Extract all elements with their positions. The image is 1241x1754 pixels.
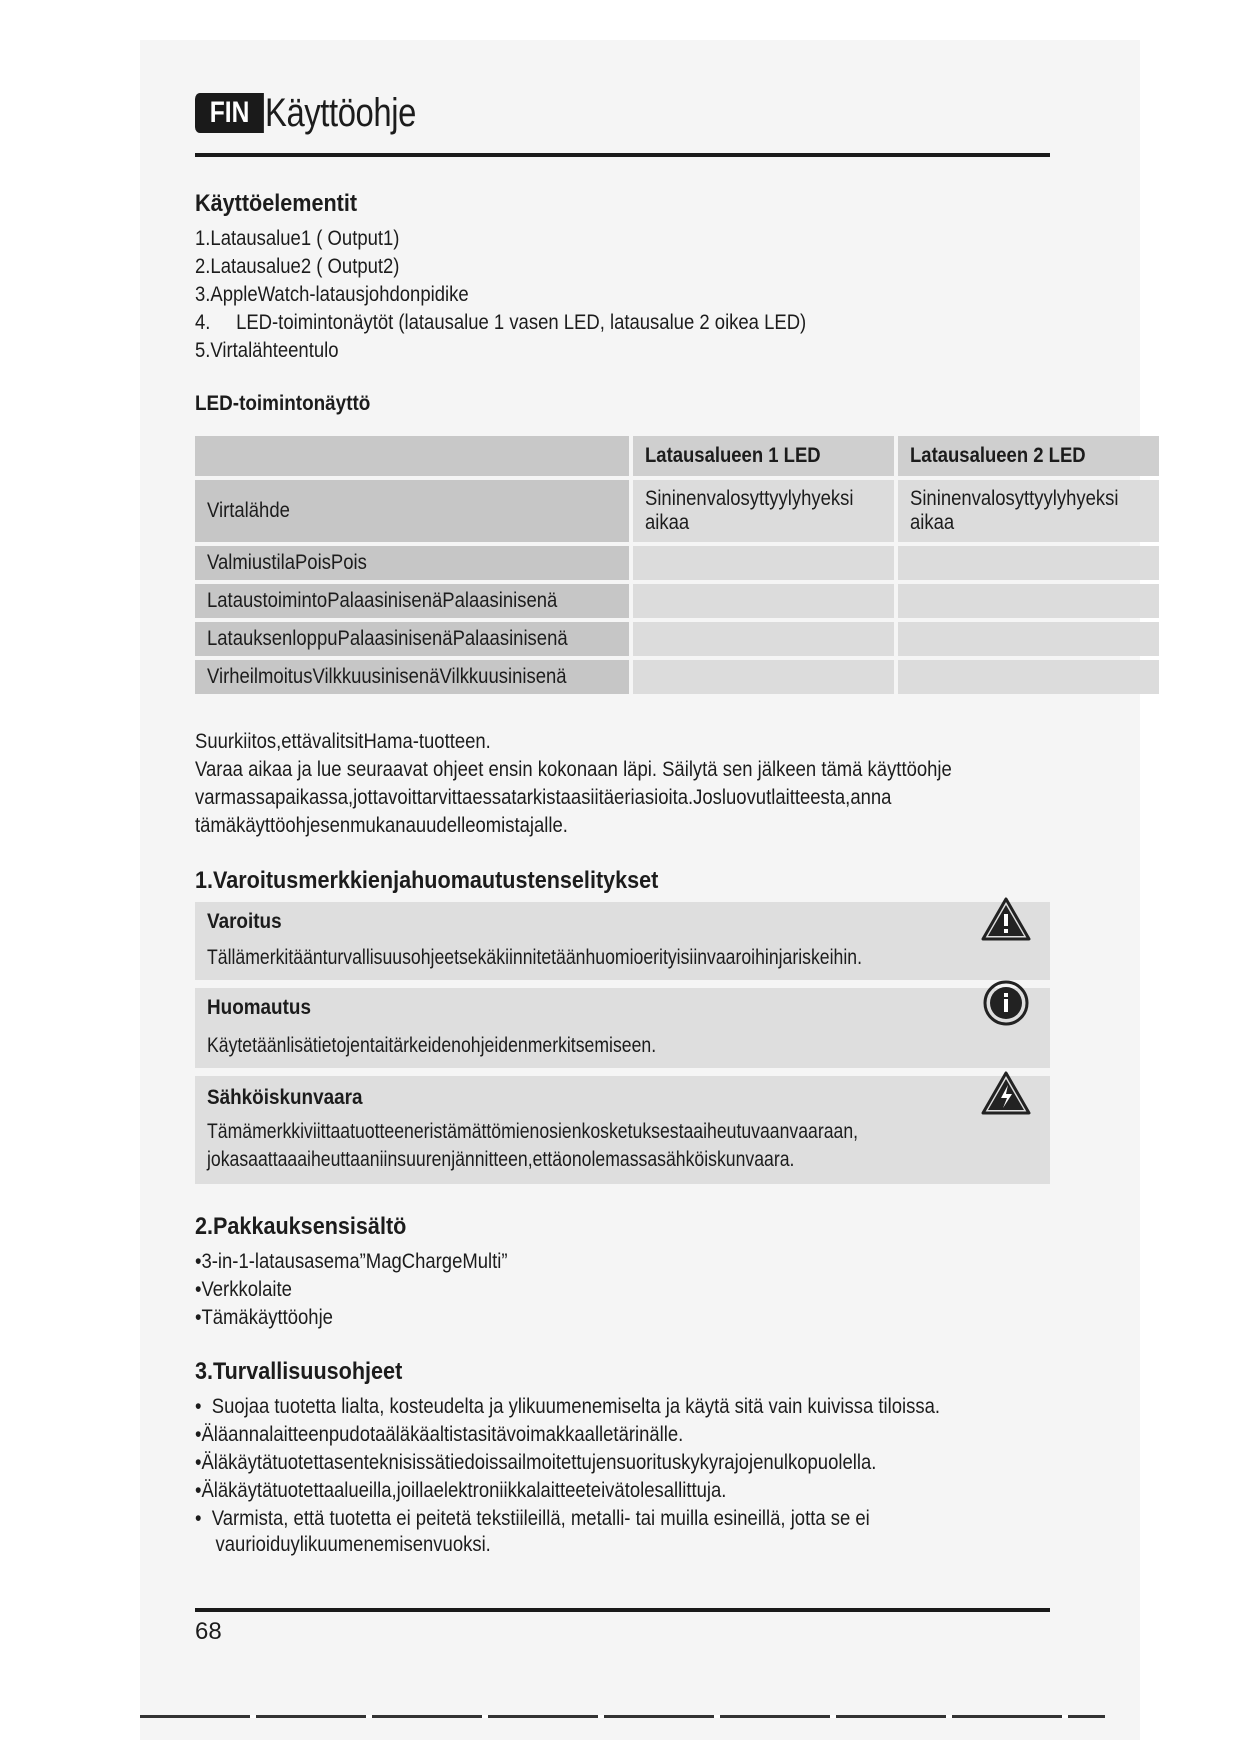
led-cell [633,622,894,656]
list-item: •Äläkäytätuotettaalueilla,joillaelektroniikkalaitteeteivätolesallittuja. [195,1479,727,1502]
led-header-empty [195,436,629,476]
intro-line: varmassapaikassa,jottavoittarvittaessatarkistaasiitäeriasioita.Josluovutlaitteesta,anna [195,786,892,809]
intro-line: tämäkäyttöohjesenmukanauudelleomistajalle. [195,814,568,837]
shock-box [195,1076,1050,1184]
footer-rule [195,1608,1050,1612]
controls-item: 1.Latausalue1 ( Output1) [195,227,400,250]
warning-box [195,902,1050,980]
list-item: •3-in-1-latausasema”MagChargeMulti” [195,1250,508,1273]
controls-item: 2.Latausalue2 ( Output2) [195,255,400,278]
led-cell [633,546,894,580]
warning-triangle-icon [980,896,1032,942]
table-row [195,584,1159,618]
section1-heading: 1.Varoitusmerkkienjahuomautustenselitykset [195,867,659,894]
controls-item: 5.Virtalähteentulo [195,339,339,362]
shock-text-line: Tämämerkkiviittaatuotteeneristämättömienosienkosketuksestaaiheutuvaanvaaraan, [207,1120,859,1143]
document-title: Käyttöohje [265,90,417,135]
led-row-label: LataustoimintoPalaasinisenäPalaasinisenä [195,584,629,618]
intro-line: Suurkiitos,ettävalitsitHama-tuotteen. [195,730,491,753]
led-cell [898,660,1159,694]
list-item: •Äläannalaitteenpudotaäläkäaltistasitävoimakkaalletärinälle. [195,1423,684,1446]
led-heading: LED-toimintonäyttö [195,392,371,415]
shock-text-line: jokasaattaaaiheuttaaniinsuurenjännitteen,ettäonolemassasähköiskunvaara. [207,1148,795,1171]
list-item: • Varmista, että tuotetta ei peitetä tekstiileillä, metalli- tai muilla esineillä, jotta se ei [195,1507,870,1530]
led-cell [633,584,894,618]
section2-heading: 2.Pakkauksensisältö [195,1213,407,1240]
table-row [195,660,1159,694]
page-edge-line [140,1715,1105,1718]
note-title: Huomautus [207,996,311,1019]
info-icon [980,980,1032,1026]
controls-item: 3.AppleWatch-latausjohdonpidike [195,283,469,306]
note-text: Käytetäänlisätietojentaitärkeidenohjeidenmerkitsemiseen. [207,1034,657,1057]
list-item: •Äläkäytätuotettasenteknisissätiedoissailmoitettujensuorituskykyrajojenulkopuolella. [195,1451,877,1474]
led-cell [898,546,1159,580]
section3-heading: 3.Turvallisuusohjeet [195,1358,403,1385]
controls-item: 4. LED-toimintonäytöt (latausalue 1 vasen LED, latausalue 2 oikea LED) [195,311,807,334]
table-row [195,622,1159,656]
list-item: •Tämäkäyttöohje [195,1306,333,1329]
electric-shock-icon [980,1070,1032,1116]
led-header-col1: Latausalueen 1 LED [633,436,894,476]
header-rule [195,153,1050,157]
led-table [191,432,1163,698]
led-row-label: VirheilmoitusVilkkuusinisenäVilkkuusinisenä [195,660,629,694]
page-header [195,88,449,138]
led-row-label: Virtalähde [195,480,629,542]
led-row-label: ValmiustilaPoisPois [195,546,629,580]
led-cell: Sininenvalosyttyylyhyeksi aikaa [633,480,894,542]
warning-title: Varoitus [207,910,282,933]
led-cell: Sininenvalosyttyylyhyeksi aikaa [898,480,1159,542]
note-box [195,988,1050,1068]
controls-heading: Käyttöelementit [195,190,358,217]
led-header-col2: Latausalueen 2 LED [898,436,1159,476]
led-cell [633,660,894,694]
list-item: •Verkkolaite [195,1278,292,1301]
led-row-label: LatauksenloppuPalaasinisenäPalaasinisenä [195,622,629,656]
list-item: • Suojaa tuotetta lialta, kosteudelta ja ylikuumenemiselta ja käytä sitä vain kuivissa tiloissa. [195,1395,941,1418]
warning-text: Tällämerkitäänturvallisuusohjeetsekäkiinnitetäänhuomioerityisiinvaaroihinjariskeihin. [207,946,862,969]
intro-line: Varaa aikaa ja lue seuraavat ohjeet ensin kokonaan läpi. Säilytä sen jälkeen tämä käyttöohje [195,758,952,781]
page-number: 68 [195,1618,222,1645]
table-row [195,480,1159,542]
led-cell [898,584,1159,618]
led-cell [898,622,1159,656]
shock-title: Sähköiskunvaara [207,1086,363,1109]
language-badge: FIN [195,93,264,133]
table-row [195,546,1159,580]
list-item: vaurioiduylikuumenemisenvuoksi. [195,1533,491,1556]
led-table-header [195,436,1159,476]
